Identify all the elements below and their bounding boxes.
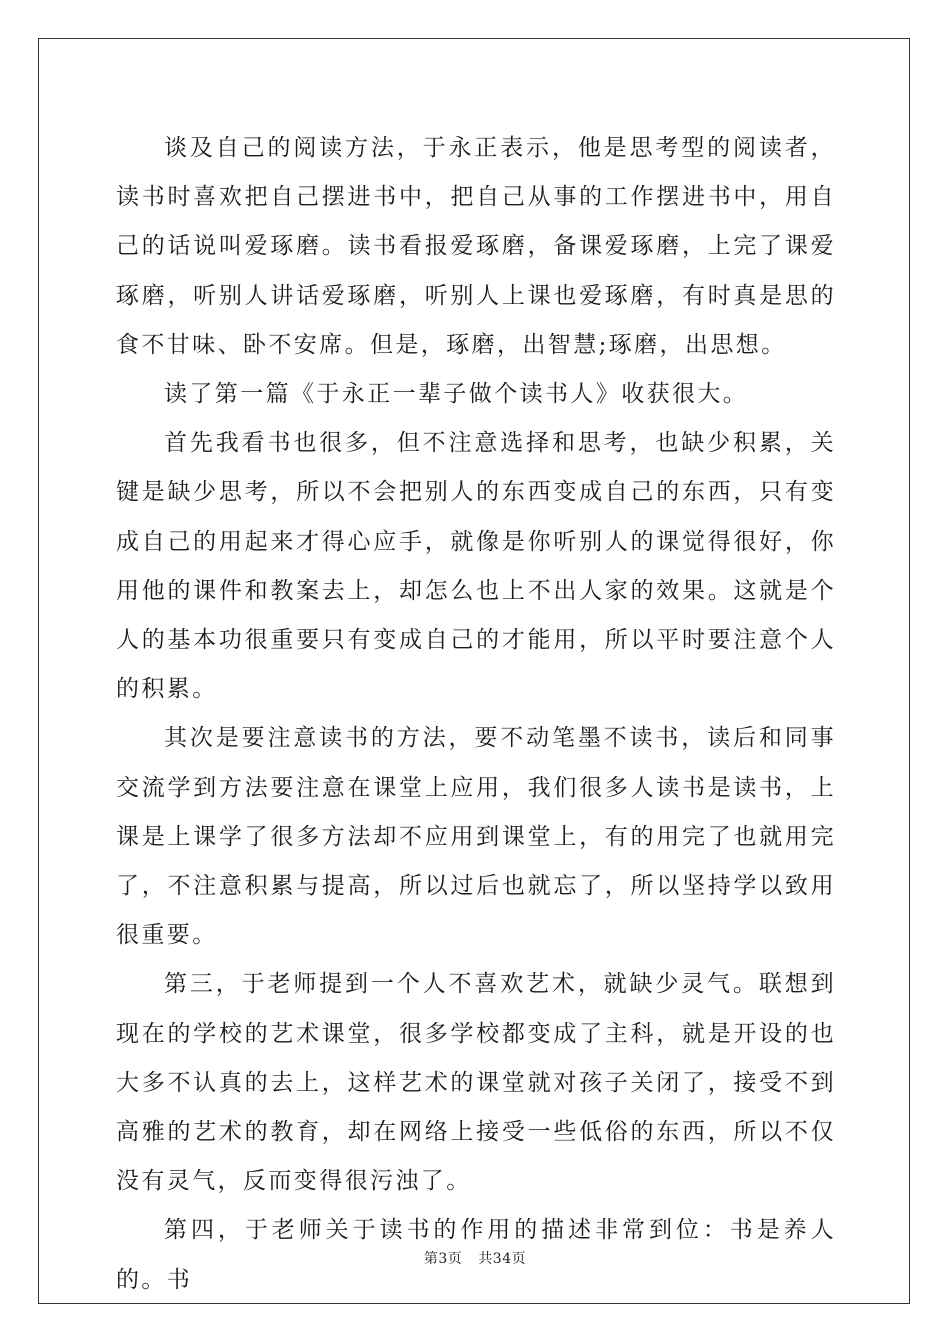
document-body xyxy=(116,124,836,1305)
page-footer xyxy=(0,1248,950,1268)
paragraph-first-article: 读了第一篇《于永正一辈子做个读书人》收获很大。 xyxy=(164,381,749,408)
page-total: 共34页 xyxy=(478,1251,527,1267)
paragraph-reading-method: 谈及自己的阅读方法，于永正表示，他是思考型的阅读者，读书时喜欢把自己摆进书中，把自己从事的工作摆进书中，用自己的话说叫爱琢磨。读书看报爱琢磨，备课爱琢磨，上完了课爱琢磨，听别人讲话爱琢磨，听别人上课也爱琢磨，有时真是思的食不甘味、卧不安席。但是，琢磨，出智慧;琢磨，出思想。 xyxy=(116,135,836,358)
page-number: 第3页 xyxy=(423,1251,463,1267)
paragraph-fourthly: 第四，于老师关于读书的作用的描述非常到位：书是养人的。书 xyxy=(116,1217,836,1293)
paragraph-secondly: 其次是要注意读书的方法，要不动笔墨不读书，读后和同事交流学到方法要注意在课堂上应用，我们很多人读书是读书，上课是上课学了很多方法却不应用到课堂上，有的用完了也就用完了，不注意积累与提高，所以过后也就忘了，所以坚持学以致用很重要。 xyxy=(116,725,836,949)
paragraph-firstly: 首先我看书也很多，但不注意选择和思考，也缺少积累，关键是缺少思考，所以不会把别人的东西变成自己的东西，只有变成自己的用起来才得心应手，就像是你听别人的课觉得很好，你用他的课件和教案去上，却怎么也上不出人家的效果。这就是个人的基本功很重要只有变成自己的才能用，所以平时要注意个人的积累。 xyxy=(116,430,836,703)
paragraph-thirdly: 第三，于老师提到一个人不喜欢艺术，就缺少灵气。联想到现在的学校的艺术课堂，很多学校都变成了主科，就是开设的也大多不认真的去上，这样艺术的课堂就对孩子关闭了，接受不到高雅的艺术的教育，却在网络上接受一些低俗的东西，所以不仅没有灵气，反而变得很污浊了。 xyxy=(116,971,836,1195)
